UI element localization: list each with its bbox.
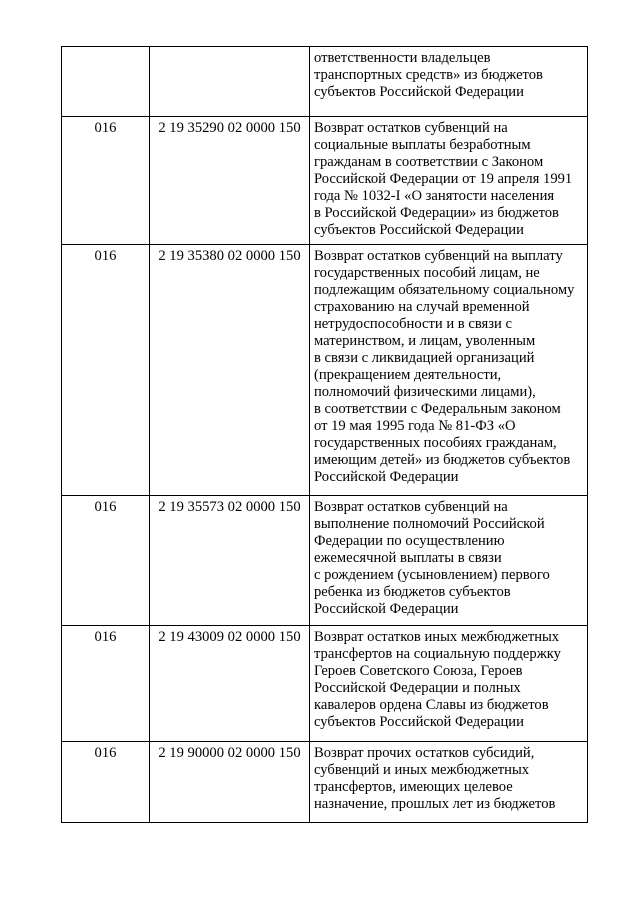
name-line: с рождением (усыновлением) первого (314, 567, 550, 583)
name-line: ребенка из бюджетов субъектов (314, 584, 511, 600)
name-line: полномочий физическими лицами), (314, 384, 536, 400)
name-line: государственных пособий лицам, не (314, 265, 540, 281)
admin-code-cell (62, 47, 150, 117)
table-row (62, 742, 588, 823)
name-line: ежемесячной выплаты в связи (314, 550, 502, 566)
name-line: в связи с ликвидацией организаций (314, 350, 535, 366)
name-line: года № 1032-I «О занятости населения (314, 188, 555, 204)
name-line: от 19 мая 1995 года № 81-ФЗ «О (314, 418, 516, 434)
name-line: субвенций и иных межбюджетных (314, 762, 530, 778)
name-line: Возврат остатков субвенций на (314, 499, 508, 515)
budget-code-cell: 2 19 35573 02 0000 150 (150, 496, 310, 626)
name-line: ответственности владельцев (314, 50, 491, 66)
revenue-name-cell (310, 496, 588, 626)
name-line: Героев Советского Союза, Героев (314, 663, 523, 679)
admin-code-cell: 016 (62, 245, 150, 496)
budget-code-cell (150, 47, 310, 117)
name-line: нетрудоспособности и в связи с (314, 316, 512, 332)
table-row (62, 117, 588, 245)
admin-code-cell: 016 (62, 496, 150, 626)
name-line: кавалеров ордена Славы из бюджетов (314, 697, 549, 713)
revenue-name-cell (310, 47, 588, 117)
name-line: транспортных средств» из бюджетов (314, 67, 543, 83)
name-line: субъектов Российской Федерации (314, 84, 524, 100)
name-line: выполнение полномочий Российской (314, 516, 545, 532)
name-line: в Российской Федерации» из бюджетов (314, 205, 559, 221)
budget-codes-table (61, 46, 588, 823)
name-line: Возврат остатков субвенций на (314, 120, 508, 136)
budget-code-cell: 2 19 35290 02 0000 150 (150, 117, 310, 245)
table-row (62, 47, 588, 117)
table-row (62, 496, 588, 626)
name-line: имеющим детей» из бюджетов субъектов (314, 452, 571, 468)
revenue-name-cell (310, 626, 588, 742)
name-line: субъектов Российской Федерации (314, 714, 524, 730)
name-line: Российской Федерации (314, 601, 459, 617)
name-line: Федерации по осуществлению (314, 533, 505, 549)
name-line: Возврат прочих остатков субсидий, (314, 745, 535, 761)
budget-code-cell: 2 19 35380 02 0000 150 (150, 245, 310, 496)
revenue-name-cell (310, 117, 588, 245)
name-line: назначение, прошлых лет из бюджетов (314, 796, 556, 812)
name-line: Российской Федерации от 19 апреля 1991 (314, 171, 573, 187)
revenue-name-cell (310, 245, 588, 496)
budget-code-cell: 2 19 43009 02 0000 150 (150, 626, 310, 742)
name-line: социальные выплаты безработным (314, 137, 531, 153)
name-line: трансфертов на социальную поддержку (314, 646, 561, 662)
name-line: субъектов Российской Федерации (314, 222, 524, 238)
name-line: Возврат остатков иных межбюджетных (314, 629, 560, 645)
name-line: гражданам в соответствии с Законом (314, 154, 544, 170)
name-line: Российской Федерации и полных (314, 680, 521, 696)
name-line: трансфертов, имеющих целевое (314, 779, 513, 795)
admin-code-cell: 016 (62, 742, 150, 823)
name-line: (прекращением деятельности, (314, 367, 502, 383)
name-line: подлежащим обязательному социальному (314, 282, 575, 298)
admin-code-cell: 016 (62, 626, 150, 742)
name-line: государственных пособиях гражданам, (314, 435, 557, 451)
table-row (62, 626, 588, 742)
name-line: Российской Федерации (314, 469, 459, 485)
name-line: в соответствии с Федеральным законом (314, 401, 561, 417)
name-line: Возврат остатков субвенций на выплату (314, 248, 563, 264)
table-row (62, 245, 588, 496)
name-line: страхованию на случай временной (314, 299, 530, 315)
budget-code-cell: 2 19 90000 02 0000 150 (150, 742, 310, 823)
name-line: материнством, и лицам, уволенным (314, 333, 536, 349)
revenue-name-cell (310, 742, 588, 823)
admin-code-cell: 016 (62, 117, 150, 245)
